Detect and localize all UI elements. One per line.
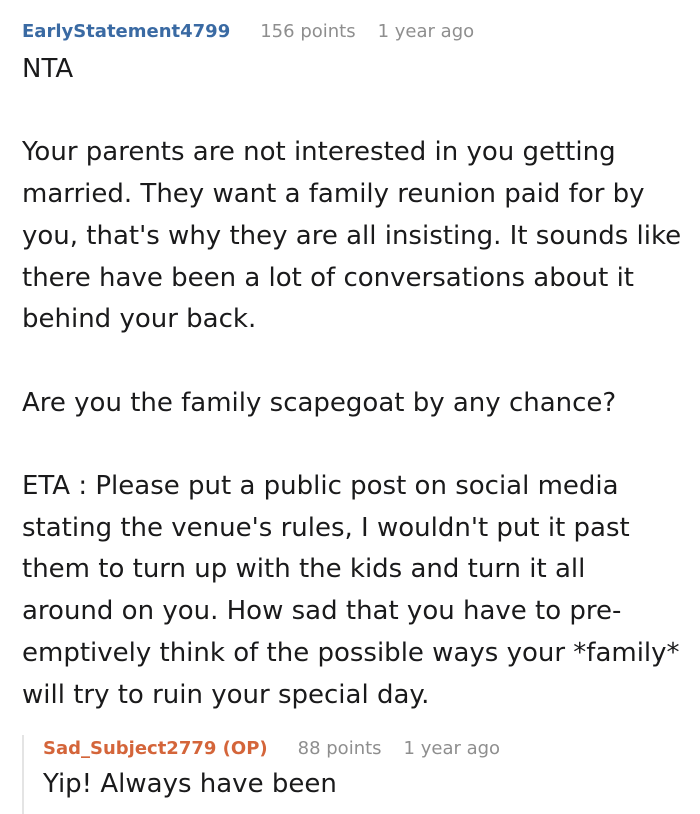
comment-paragraph: Are you the family scapegoat by any chance? bbox=[22, 387, 617, 418]
reply-body: Yip! Always have been bbox=[43, 769, 337, 799]
reply-username-link[interactable]: Sad_Subject2779 (OP) bbox=[43, 737, 268, 759]
reply-points: 88 points bbox=[297, 737, 382, 759]
comment-paragraph: NTA bbox=[22, 54, 74, 84]
comment-header bbox=[22, 19, 474, 43]
comment-username-link[interactable]: EarlyStatement4799 bbox=[22, 20, 231, 42]
comment-points: 156 points bbox=[260, 20, 356, 42]
reply-header bbox=[43, 736, 500, 760]
reply-timestamp[interactable]: 1 year ago bbox=[403, 737, 501, 759]
comment-paragraph: ETA : Please put a public post on social media stating the venue's rules, I wouldn't put it past them to turn up with the kids and turn it all around on you. How sad that you have to pre-emptively think of the possible ways your *family* will try to ruin your special day. bbox=[22, 470, 680, 710]
reply-thread-line[interactable] bbox=[22, 735, 24, 814]
comment-paragraph: Your parents are not interested in you getting married. They want a family reunion paid for by you, that's why they are all insisting. It sounds like there have been a lot of conversations about it behind your back. bbox=[22, 137, 682, 335]
comment-body bbox=[22, 49, 682, 716]
comment-timestamp[interactable]: 1 year ago bbox=[377, 20, 475, 42]
